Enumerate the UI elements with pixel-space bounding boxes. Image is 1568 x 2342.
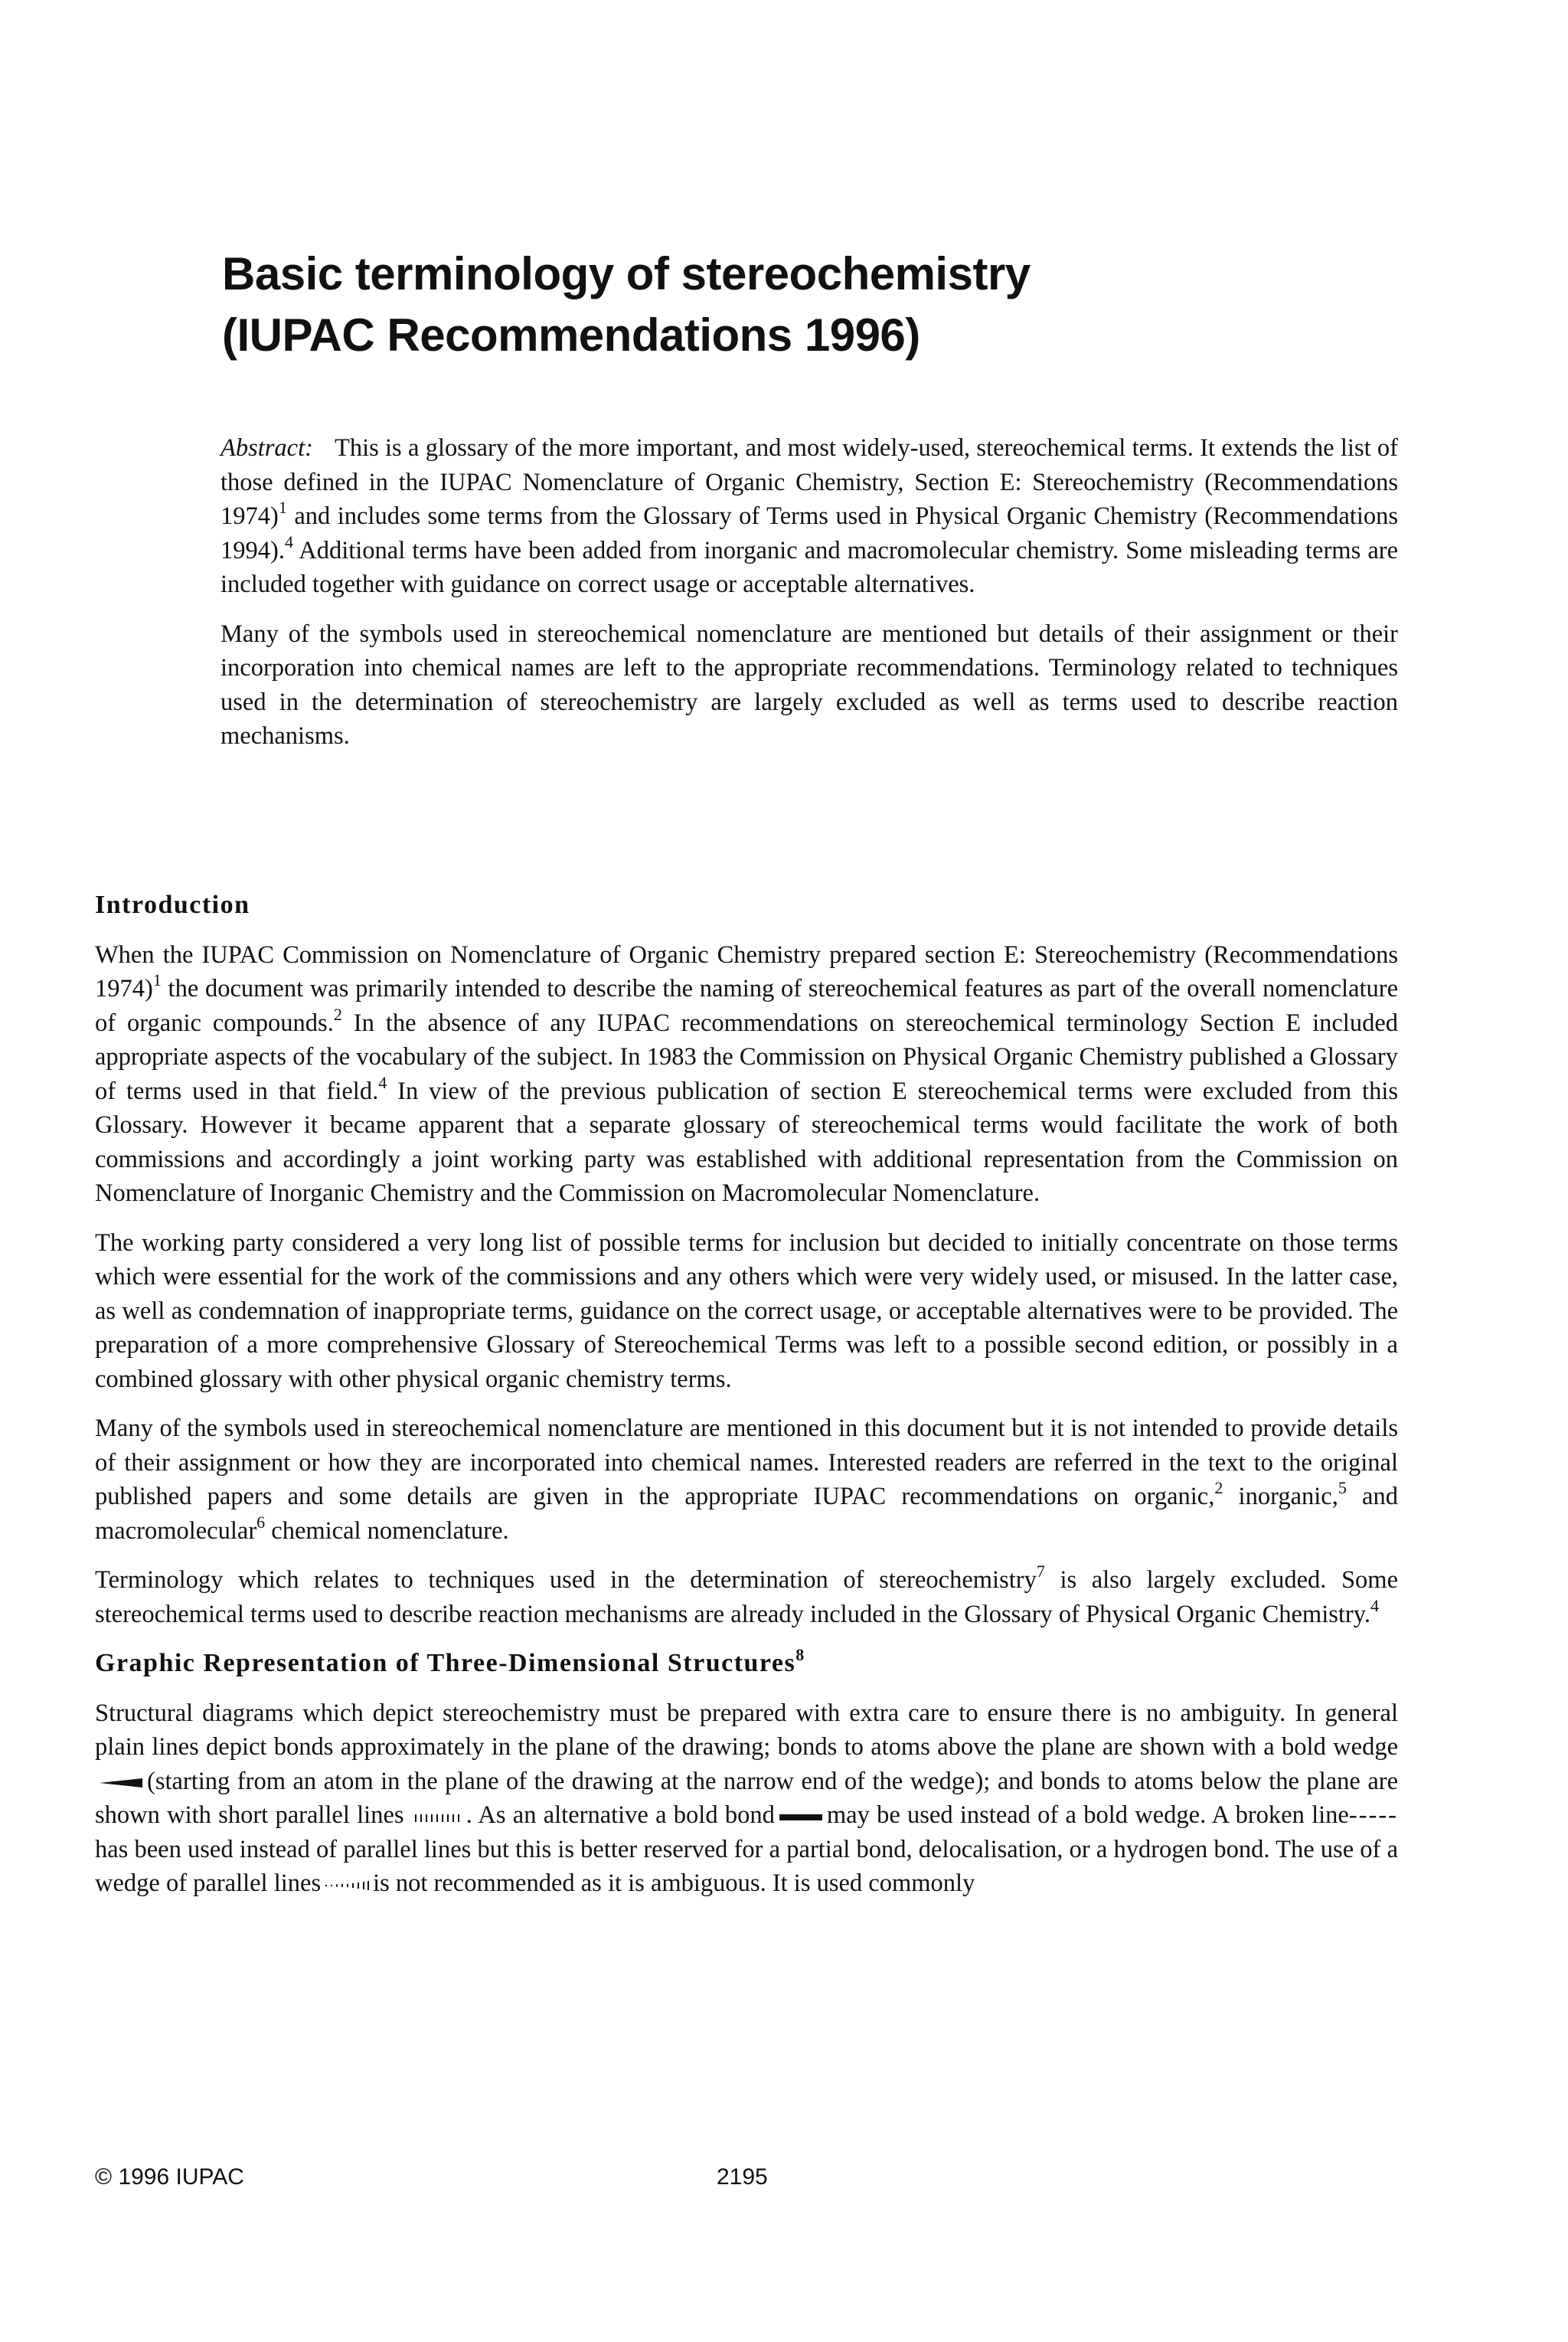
main-content (95, 888, 1398, 1916)
title-line-1: Basic terminology of stereochemistry (222, 248, 1031, 299)
bold-bond-icon (779, 1813, 822, 1822)
page-number: 2195 (717, 2164, 768, 2190)
intro-paragraph-4 (95, 1563, 1398, 1631)
abstract-text: Additional terms have been added from inorganic and macromolecular chemistry. Some misleading terms are included together with guidance on correct usage or acceptable alternatives. (220, 536, 1398, 598)
body-text: has been used instead of parallel lines but this is better reserved for a partial bond, delocalisation, or a hydrogen bond. The use of a wedge of parallel lines (95, 1835, 1398, 1897)
reference-sup: 4 (284, 532, 293, 551)
reference-sup: 7 (1036, 1562, 1045, 1582)
reference-sup: 1 (278, 498, 287, 518)
body-text: is also largely excluded. Some stereochemical terms used to describe reaction mechanisms are already included in the Glossary of Physical Organic Chemistry. (95, 1566, 1398, 1628)
reference-sup: 1 (152, 970, 162, 990)
abstract-text: and includes some terms from the Glossary of Terms used in Physical Organic Chemistry (Recommendations 1994). (220, 502, 1398, 564)
graphic-paragraph-1 (95, 1696, 1398, 1901)
intro-paragraph-3 (95, 1411, 1398, 1548)
abstract-label: Abstract: (220, 434, 313, 462)
body-text: In view of the previous publication of section E stereochemical terms were excluded from this Glossary. However it became apparent that a separate glossary of stereochemical terms would facilitate the work of both commissions and accordingly a joint working party was established with additional representation from the Commission on Nomenclature of Inorganic Chemistry and the Commission on Macromolecular Nomenclature. (95, 1077, 1398, 1207)
graphic-representation-heading (95, 1644, 1398, 1681)
body-text: may be used instead of a bold wedge. A broken line (826, 1801, 1349, 1829)
title-line-2: (IUPAC Recommendations 1996) (222, 309, 920, 361)
parallel-lines-icon (414, 1811, 463, 1824)
paper-title (222, 244, 1447, 366)
body-text: . As an alternative a bold bond (466, 1801, 775, 1829)
broken-line-icon: ----- (1348, 1801, 1398, 1829)
abstract-section (220, 431, 1398, 769)
reference-sup: 6 (256, 1512, 266, 1532)
reference-sup: 8 (795, 1644, 805, 1664)
bold-wedge-icon (100, 1778, 142, 1788)
body-text: inorganic, (1223, 1483, 1338, 1510)
body-text: chemical nomenclature. (265, 1516, 509, 1545)
body-text: Terminology which relates to techniques used in the determination of stereochemistry (95, 1566, 1037, 1594)
reference-sup: 2 (1214, 1478, 1223, 1498)
body-text: and macromolecular (95, 1483, 1398, 1545)
copyright-footer: © 1996 IUPAC (95, 2164, 244, 2190)
body-text: Structural diagrams which depict stereochemistry must be prepared with extra care to ensure there is no ambiguity. In general plain lines depict bonds approximately in the plane of the drawing; bonds to atoms above the plane are shown with a bold wedge (95, 1699, 1398, 1761)
reference-sup: 4 (378, 1072, 387, 1092)
reference-sup: 5 (1338, 1478, 1347, 1498)
intro-paragraph-1 (95, 938, 1398, 1211)
introduction-heading: Introduction (95, 891, 250, 919)
body-text: When the IUPAC Commission on Nomenclature of Organic Chemistry prepared section E: Stereochemistry (Recommendations 1974) (95, 940, 1398, 1003)
heading-text: Graphic Representation of Three-Dimensional Structures (95, 1649, 796, 1677)
hashed-wedge-icon (324, 1879, 370, 1892)
abstract-paragraph-1 (220, 431, 1398, 602)
reference-sup: 4 (1370, 1595, 1379, 1615)
body-text: In the absence of any IUPAC recommendations on stereochemical terminology Section E included appropriate aspects of the vocabulary of the subject. In 1983 the Commission on Physical Organic Chemistry published a Glossary of terms used in that field. (95, 1009, 1398, 1105)
intro-paragraph-2: The working party considered a very long list of possible terms for inclusion but decided to initially concentrate on those terms which were essential for the work of the commissions and any others which were very widely used, or misused. In the latter case, as well as condemnation of inappropriate terms, guidance on the correct usage, or acceptable alternatives were to be provided. The preparation of a more comprehensive Glossary of Stereochemical Terms was left to a possible second edition, or possibly in a combined glossary with other physical organic chemistry terms. (95, 1228, 1398, 1393)
abstract-text: This is a glossary of the more important, and most widely-used, stereochemical terms. It extends the list of those defined in the IUPAC Nomenclature of Organic Chemistry, Section E: Stereochemistry (Recommendations 1974) (220, 434, 1398, 530)
body-text: Many of the symbols used in stereochemical nomenclature are mentioned in this document but it is not intended to provide details of their assignment or how they are incorporated into chemical names. Interested readers are referred in the text to the original published papers and some details are given in the appropriate IUPAC recommendations on organic, (95, 1415, 1398, 1510)
reference-sup: 2 (333, 1004, 342, 1024)
body-text: (starting from an atom in the plane of the drawing at the narrow end of the wedge); and bonds to atoms below the plane are shown with short parallel lines (95, 1767, 1398, 1829)
body-text: the document was primarily intended to describe the naming of stereochemical features as part of the overall nomenclature of organic compounds. (95, 975, 1398, 1037)
abstract-paragraph-2: Many of the symbols used in stereochemical nomenclature are mentioned but details of their assignment or their incorporation into chemical names are left to the appropriate recommendations. Terminology related to techniques used in the determination of stereochemistry are largely excluded as well as terms used to describe reaction mechanisms. (220, 620, 1398, 750)
body-text: is not recommended as it is ambiguous. It is used commonly (373, 1869, 975, 1897)
